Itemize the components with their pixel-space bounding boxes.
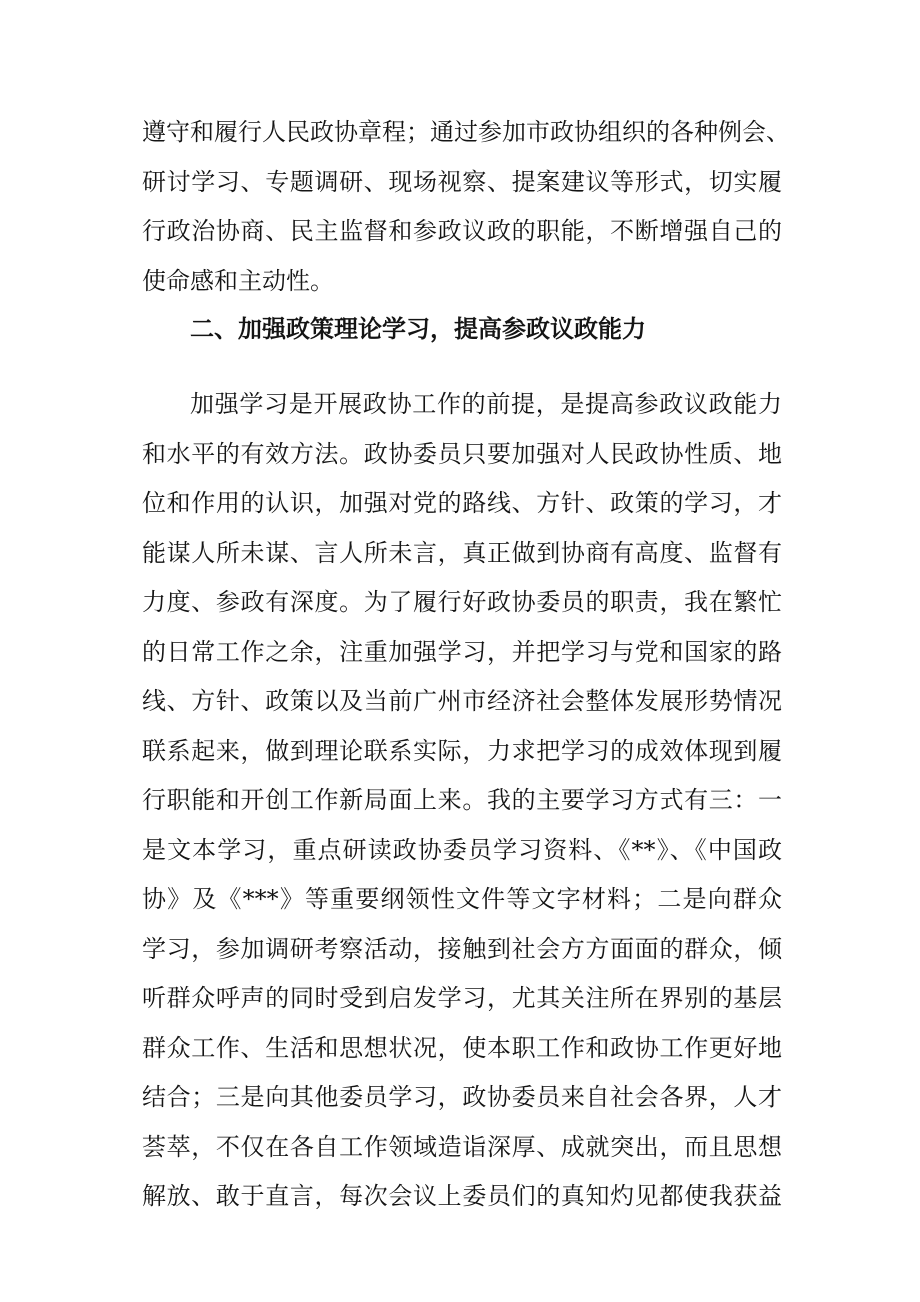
paragraph-2-line-14: 群众工作、生活和思想状况，使本职工作和政协工作更好地: [142, 1033, 782, 1062]
paragraph-2-line-8: 联系起来，做到理论联系实际，力求把学习的成效体现到履: [142, 736, 782, 765]
paragraph-1-line-1: 遵守和履行人民政协章程；通过参加市政协组织的各种例会、: [142, 118, 790, 146]
paragraph-2-line-7: 线、方针、政策以及当前广州市经济社会整体发展形势情况: [142, 687, 782, 715]
paragraph-1-line-3: 行政治协商、民主监督和参政议政的职能，不断增强自己的: [142, 217, 782, 245]
paragraph-2-line-16: 荟萃，不仅在各自工作领域造诣深厚、成就突出，而且思想: [142, 1132, 782, 1161]
paragraph-2-line-17: 解放、敢于直言，每次会议上委员们的真知灼见都使我获益: [142, 1182, 782, 1210]
paragraph-2-line-3: 位和作用的认识，加强对党的路线、方针、政策的学习，才: [142, 489, 782, 517]
paragraph-2-line-15: 结合；三是向其他委员学习，政协委员来自社会各界，人才: [142, 1083, 782, 1111]
paragraph-2-line-4: 能谋人所未谋、言人所未言，真正做到协商有高度、监督有: [142, 538, 782, 567]
paragraph-2-line-5: 力度、参政有深度。为了履行好政协委员的职责，我在繁忙: [142, 588, 782, 616]
paragraph-2-line-9: 行职能和开创工作新局面上来。我的主要学习方式有三：一: [142, 786, 782, 814]
paragraph-2-line-2: 和水平的有效方法。政协委员只要加强对人民政协性质、地: [142, 439, 782, 468]
paragraph-2-line-10: 是文本学习，重点研读政协委员学习资料、《**》、《中国政: [142, 835, 782, 864]
paragraph-2: [142, 380, 782, 1222]
paragraph-2-line-11: 协》及《***》等重要纲领性文件等文字材料；二是向群众: [142, 885, 782, 913]
paragraph-2-line-6: 的日常工作之余，注重加强学习，并把学习与党和国家的路: [142, 637, 782, 666]
paragraph-1: [142, 108, 790, 306]
paragraph-1-line-4: 使命感和主动性。: [142, 266, 334, 295]
section-heading: 二、加强政策理论学习，提高参政议政能力: [190, 315, 646, 343]
paragraph-2-line-13: 听群众呼声的同时受到启发学习，尤其关注所在界别的基层: [142, 984, 782, 1012]
paragraph-2-line-1: 加强学习是开展政协工作的前提，是提高参政议政能力: [190, 390, 782, 418]
paragraph-1-line-2: 研讨学习、专题调研、现场视察、提案建议等形式，切实履: [142, 167, 782, 196]
paragraph-2-line-12: 学习，参加调研考察活动，接触到社会方方面面的群众，倾: [142, 934, 782, 963]
